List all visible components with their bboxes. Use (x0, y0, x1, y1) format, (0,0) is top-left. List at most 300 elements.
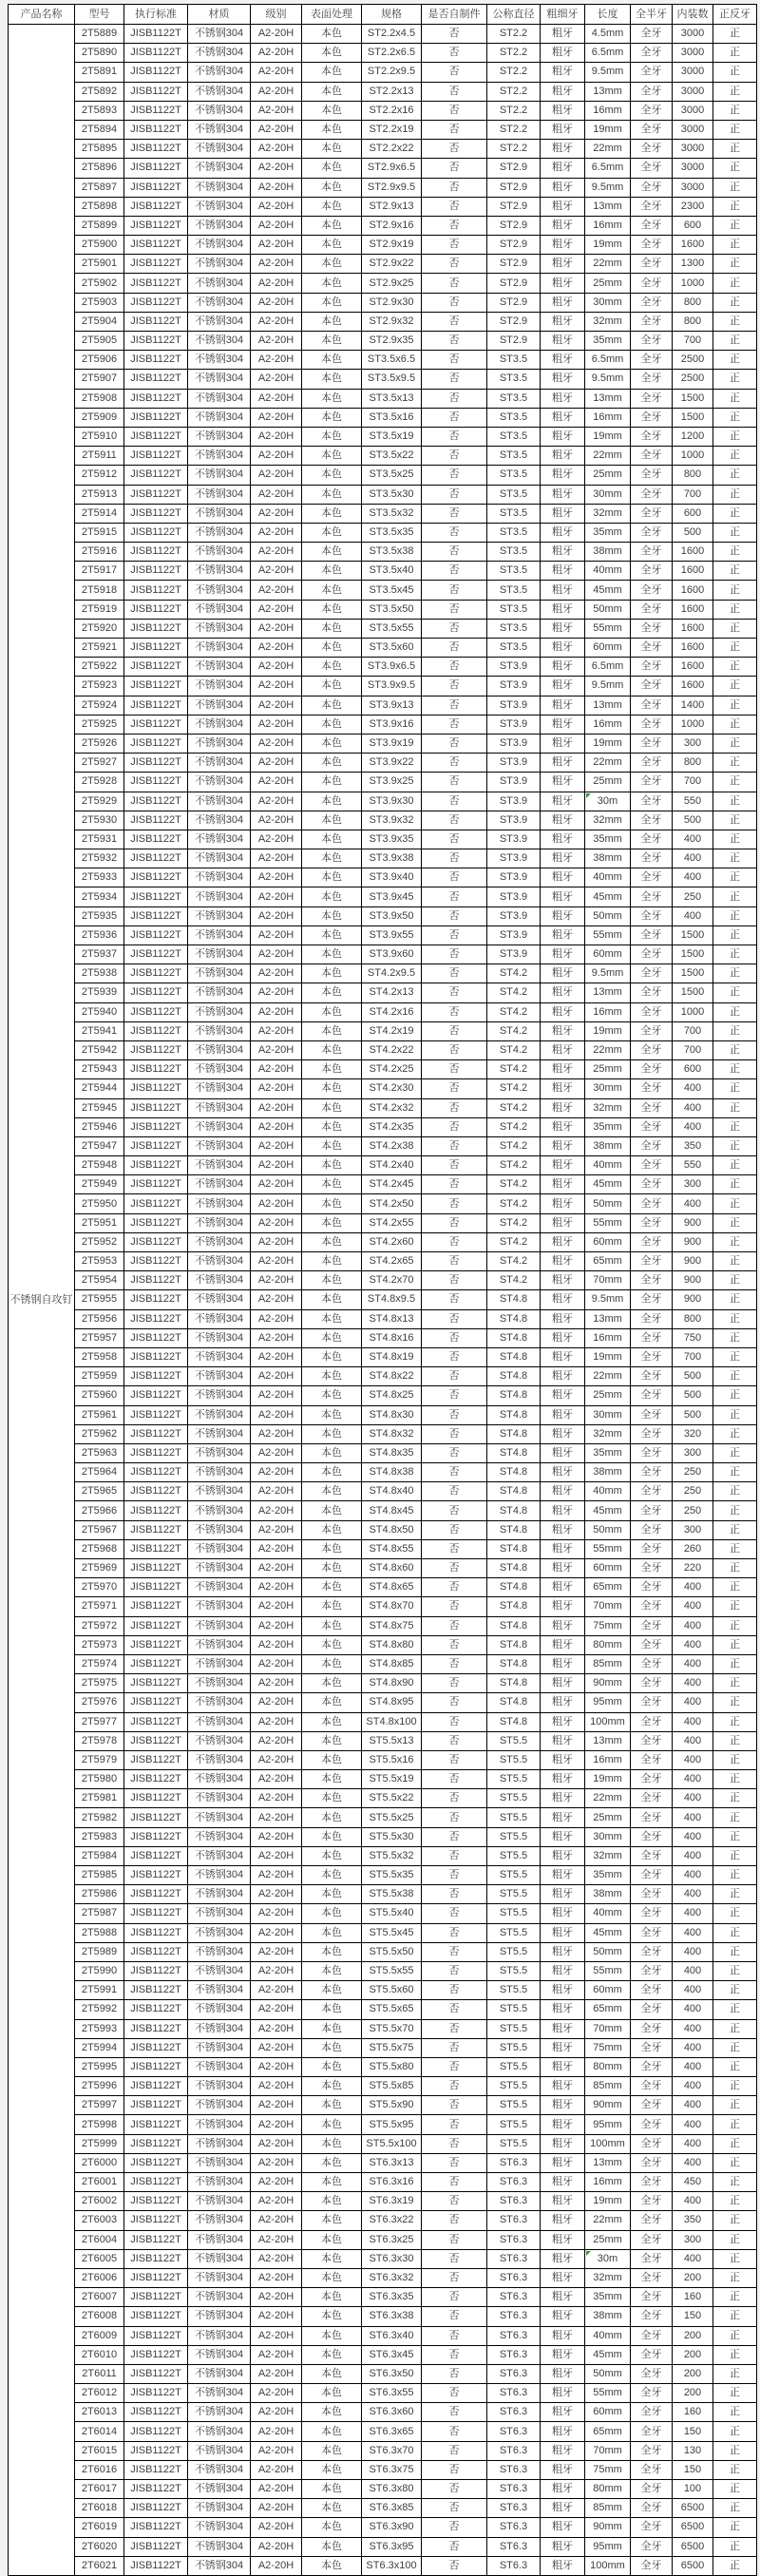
cell-thread-pitch: 粗牙 (541, 1674, 585, 1693)
cell-thread-dir: 正 (713, 427, 757, 446)
cell-model: 2T6007 (75, 2288, 124, 2307)
cell-inner-qty: 900 (673, 1213, 713, 1232)
cell-length: 50mm (585, 1942, 631, 1961)
cell-material: 不锈钢304 (188, 1271, 251, 1290)
cell-thread-pitch: 粗牙 (541, 504, 585, 523)
column-header-standard: 执行标准 (124, 5, 188, 25)
cell-standard: JISB1122T (124, 370, 188, 389)
cell-model: 2T5968 (75, 1539, 124, 1558)
cell-thread-dir: 正 (713, 1942, 757, 1961)
cell-thread-pitch: 粗牙 (541, 600, 585, 619)
cell-self-made: 否 (422, 427, 487, 446)
cell-standard: JISB1122T (124, 1885, 188, 1904)
cell-length: 100mm (585, 2556, 631, 2575)
cell-thread-dir: 正 (713, 1367, 757, 1386)
cell-standard: JISB1122T (124, 945, 188, 964)
cell-spec: ST6.3x25 (362, 2230, 422, 2249)
cell-inner-qty: 1000 (673, 715, 713, 734)
table-row (9, 1136, 757, 1155)
cell-thread-full: 全牙 (631, 1770, 673, 1789)
cell-spec: ST6.3x55 (362, 2384, 422, 2403)
cell-thread-dir: 正 (713, 562, 757, 581)
cell-thread-full: 全牙 (631, 811, 673, 830)
cell-material: 不锈钢304 (188, 427, 251, 446)
cell-self-made: 否 (422, 581, 487, 600)
cell-material: 不锈钢304 (188, 2057, 251, 2076)
cell-grade: A2-20H (251, 811, 302, 830)
cell-self-made: 否 (422, 178, 487, 197)
cell-inner-qty: 400 (673, 1846, 713, 1865)
cell-spec: ST5.5x50 (362, 1942, 422, 1961)
cell-material: 不锈钢304 (188, 178, 251, 197)
cell-diameter: ST5.5 (487, 2038, 541, 2057)
cell-length: 22mm (585, 2211, 631, 2230)
cell-inner-qty: 160 (673, 2288, 713, 2307)
table-row (9, 2518, 757, 2537)
cell-model: 2T5912 (75, 466, 124, 485)
cell-model: 2T5930 (75, 811, 124, 830)
cell-thread-dir: 正 (713, 1424, 757, 1443)
cell-thread-full: 全牙 (631, 427, 673, 446)
cell-spec: ST4.2x9.5 (362, 964, 422, 983)
cell-standard: JISB1122T (124, 1060, 188, 1079)
cell-self-made: 否 (422, 1367, 487, 1386)
cell-spec: ST3.5x38 (362, 543, 422, 562)
cell-thread-pitch: 粗牙 (541, 849, 585, 868)
cell-material: 不锈钢304 (188, 1079, 251, 1098)
cell-length: 50mm (585, 600, 631, 619)
cell-standard: JISB1122T (124, 2000, 188, 2019)
cell-self-made: 否 (422, 2518, 487, 2537)
cell-length: 40mm (585, 1156, 631, 1175)
cell-spec: ST4.2x40 (362, 1156, 422, 1175)
cell-material: 不锈钢304 (188, 1846, 251, 1865)
cell-diameter: ST6.3 (487, 2499, 541, 2518)
cell-self-made: 否 (422, 1501, 487, 1520)
cell-diameter: ST3.5 (487, 600, 541, 619)
cell-thread-dir: 正 (713, 830, 757, 849)
cell-spec: ST5.5x65 (362, 2000, 422, 2019)
cell-self-made: 否 (422, 2057, 487, 2076)
cell-surface: 本色 (302, 1424, 362, 1443)
table-row (9, 2460, 757, 2479)
cell-thread-pitch: 粗牙 (541, 2537, 585, 2556)
cell-self-made: 否 (422, 1386, 487, 1405)
cell-diameter: ST2.9 (487, 216, 541, 235)
cell-thread-dir: 正 (713, 1021, 757, 1040)
cell-grade: A2-20H (251, 1635, 302, 1654)
table-row (9, 2307, 757, 2326)
table-row (9, 1674, 757, 1693)
table-row (9, 1443, 757, 1462)
cell-surface: 本色 (302, 1885, 362, 1904)
cell-diameter: ST3.5 (487, 523, 541, 542)
cell-inner-qty: 300 (673, 1443, 713, 1462)
cell-material: 不锈钢304 (188, 197, 251, 216)
cell-thread-dir: 正 (713, 1463, 757, 1482)
cell-model: 2T5978 (75, 1731, 124, 1750)
table-row (9, 600, 757, 619)
cell-material: 不锈钢304 (188, 1539, 251, 1558)
table-row (9, 2211, 757, 2230)
cell-surface: 本色 (302, 447, 362, 466)
cell-self-made: 否 (422, 1674, 487, 1693)
cell-grade: A2-20H (251, 408, 302, 427)
table-row (9, 2403, 757, 2422)
cell-spec: ST2.9x16 (362, 216, 422, 235)
cell-surface: 本色 (302, 2268, 362, 2287)
cell-model: 2T5993 (75, 2019, 124, 2038)
cell-inner-qty: 400 (673, 849, 713, 868)
cell-diameter: ST2.2 (487, 25, 541, 44)
cell-model: 2T5976 (75, 1693, 124, 1712)
cell-material: 不锈钢304 (188, 216, 251, 235)
cell-thread-pitch: 粗牙 (541, 773, 585, 792)
cell-self-made: 否 (422, 1578, 487, 1597)
cell-thread-dir: 正 (713, 101, 757, 120)
cell-length: 9.5mm (585, 677, 631, 696)
cell-spec: ST3.5x50 (362, 600, 422, 619)
cell-self-made: 否 (422, 1635, 487, 1654)
cell-thread-full: 全牙 (631, 293, 673, 312)
cell-grade: A2-20H (251, 2038, 302, 2057)
cell-self-made: 否 (422, 1405, 487, 1424)
cell-spec: ST2.2x6.5 (362, 44, 422, 63)
table-row (9, 925, 757, 945)
cell-diameter: ST5.5 (487, 2096, 541, 2115)
cell-standard: JISB1122T (124, 1904, 188, 1923)
cell-surface: 本色 (302, 868, 362, 887)
cell-thread-dir: 正 (713, 1002, 757, 1021)
cell-inner-qty: 400 (673, 2019, 713, 2038)
cell-length: 16mm (585, 408, 631, 427)
cell-spec: ST6.3x22 (362, 2211, 422, 2230)
cell-thread-dir: 正 (713, 1309, 757, 1328)
cell-spec: ST4.2x25 (362, 1060, 422, 1079)
table-row (9, 504, 757, 523)
cell-standard: JISB1122T (124, 523, 188, 542)
cell-spec: ST2.9x9.5 (362, 178, 422, 197)
cell-grade: A2-20H (251, 1846, 302, 1865)
cell-inner-qty: 3000 (673, 82, 713, 101)
cell-spec: ST4.8x85 (362, 1654, 422, 1673)
cell-model: 2T5929 (75, 792, 124, 811)
cell-diameter: ST4.2 (487, 1098, 541, 1117)
cell-inner-qty: 800 (673, 1309, 713, 1328)
cell-thread-dir: 正 (713, 1501, 757, 1520)
cell-spec: ST4.2x45 (362, 1175, 422, 1194)
cell-standard: JISB1122T (124, 658, 188, 677)
cell-self-made: 否 (422, 1424, 487, 1443)
table-row (9, 1347, 757, 1366)
cell-self-made: 否 (422, 1750, 487, 1769)
cell-thread-dir: 正 (713, 2153, 757, 2172)
cell-diameter: ST3.5 (487, 504, 541, 523)
cell-thread-pitch: 粗牙 (541, 2019, 585, 2038)
cell-spec: ST5.5x75 (362, 2038, 422, 2057)
cell-model: 2T5999 (75, 2134, 124, 2153)
cell-thread-full: 全牙 (631, 696, 673, 715)
cell-thread-full: 全牙 (631, 1559, 673, 1578)
cell-length: 16mm (585, 216, 631, 235)
cell-length: 40mm (585, 1904, 631, 1923)
cell-material: 不锈钢304 (188, 255, 251, 274)
cell-standard: JISB1122T (124, 1117, 188, 1136)
cell-material: 不锈钢304 (188, 2115, 251, 2134)
cell-diameter: ST3.5 (487, 351, 541, 370)
cell-self-made: 否 (422, 677, 487, 696)
table-row (9, 370, 757, 389)
cell-material: 不锈钢304 (188, 2230, 251, 2249)
cell-grade: A2-20H (251, 2153, 302, 2172)
cell-diameter: ST3.9 (487, 677, 541, 696)
cell-thread-full: 全牙 (631, 1866, 673, 1885)
cell-standard: JISB1122T (124, 2057, 188, 2076)
cell-model: 2T5937 (75, 945, 124, 964)
cell-surface: 本色 (302, 370, 362, 389)
cell-thread-pitch: 粗牙 (541, 1616, 585, 1635)
cell-grade: A2-20H (251, 2115, 302, 2134)
cell-model: 2T5891 (75, 63, 124, 82)
table-row (9, 1021, 757, 1040)
cell-spec: ST6.3x95 (362, 2537, 422, 2556)
cell-model: 2T6012 (75, 2384, 124, 2403)
cell-thread-dir: 正 (713, 178, 757, 197)
cell-thread-dir: 正 (713, 964, 757, 983)
cell-self-made: 否 (422, 2460, 487, 2479)
cell-thread-pitch: 粗牙 (541, 543, 585, 562)
cell-thread-full: 全牙 (631, 159, 673, 178)
cell-self-made: 否 (422, 1079, 487, 1098)
cell-material: 不锈钢304 (188, 849, 251, 868)
column-header-spec: 规格 (362, 5, 422, 25)
cell-thread-pitch: 粗牙 (541, 293, 585, 312)
cell-diameter: ST6.3 (487, 2307, 541, 2326)
cell-self-made: 否 (422, 1885, 487, 1904)
cell-standard: JISB1122T (124, 1559, 188, 1578)
cell-material: 不锈钢304 (188, 1693, 251, 1712)
cell-thread-full: 全牙 (631, 1616, 673, 1635)
cell-model: 2T5977 (75, 1712, 124, 1731)
cell-spec: ST6.3x13 (362, 2153, 422, 2172)
cell-diameter: ST6.3 (487, 2326, 541, 2345)
cell-self-made: 否 (422, 2422, 487, 2441)
cell-diameter: ST6.3 (487, 2345, 541, 2364)
cell-material: 不锈钢304 (188, 1923, 251, 1942)
cell-spec: ST4.8x32 (362, 1424, 422, 1443)
cell-spec: ST3.9x35 (362, 830, 422, 849)
cell-standard: JISB1122T (124, 1616, 188, 1635)
cell-diameter: ST2.2 (487, 63, 541, 82)
cell-standard: JISB1122T (124, 1923, 188, 1942)
cell-standard: JISB1122T (124, 543, 188, 562)
cell-model: 2T5955 (75, 1290, 124, 1309)
cell-thread-full: 全牙 (631, 1021, 673, 1040)
cell-diameter: ST4.8 (487, 1482, 541, 1501)
cell-thread-full: 全牙 (631, 236, 673, 255)
cell-length: 9.5mm (585, 1290, 631, 1309)
cell-thread-dir: 正 (713, 1674, 757, 1693)
cell-thread-full: 全牙 (631, 2230, 673, 2249)
cell-spec: ST6.3x32 (362, 2268, 422, 2287)
cell-material: 不锈钢304 (188, 2000, 251, 2019)
cell-thread-dir: 正 (713, 1635, 757, 1654)
cell-model: 2T6004 (75, 2230, 124, 2249)
cell-spec: ST4.8x90 (362, 1674, 422, 1693)
cell-grade: A2-20H (251, 1578, 302, 1597)
cell-self-made: 否 (422, 2480, 487, 2499)
cell-thread-pitch: 粗牙 (541, 2057, 585, 2076)
cell-thread-dir: 正 (713, 159, 757, 178)
cell-material: 不锈钢304 (188, 2499, 251, 2518)
cell-grade: A2-20H (251, 2173, 302, 2192)
cell-surface: 本色 (302, 964, 362, 983)
table-row (9, 1885, 757, 1904)
cell-grade: A2-20H (251, 1175, 302, 1194)
cell-spec: ST3.9x30 (362, 792, 422, 811)
cell-thread-dir: 正 (713, 1866, 757, 1885)
cell-thread-full: 全牙 (631, 830, 673, 849)
cell-inner-qty: 200 (673, 2364, 713, 2383)
cell-thread-dir: 正 (713, 696, 757, 715)
table-row (9, 2230, 757, 2249)
cell-spec: ST2.2x4.5 (362, 25, 422, 44)
cell-surface: 本色 (302, 639, 362, 658)
cell-inner-qty: 3000 (673, 25, 713, 44)
cell-grade: A2-20H (251, 1654, 302, 1673)
cell-thread-full: 全牙 (631, 1827, 673, 1846)
cell-thread-pitch: 粗牙 (541, 1252, 585, 1271)
cell-thread-full: 全牙 (631, 274, 673, 293)
column-header-material: 材质 (188, 5, 251, 25)
cell-thread-full: 全牙 (631, 1942, 673, 1961)
cell-spec: ST4.8x25 (362, 1386, 422, 1405)
cell-diameter: ST6.3 (487, 2211, 541, 2230)
cell-material: 不锈钢304 (188, 1040, 251, 1059)
cell-spec: ST3.9x13 (362, 696, 422, 715)
cell-thread-full: 全牙 (631, 964, 673, 983)
cell-model: 2T5939 (75, 983, 124, 1002)
cell-model: 2T5909 (75, 408, 124, 427)
cell-thread-full: 全牙 (631, 447, 673, 466)
cell-length: 6.5mm (585, 658, 631, 677)
cell-thread-full: 全牙 (631, 216, 673, 235)
cell-thread-dir: 正 (713, 1040, 757, 1059)
cell-length: 25mm (585, 466, 631, 485)
table-row (9, 1731, 757, 1750)
cell-diameter: ST4.8 (487, 1597, 541, 1616)
cell-thread-pitch: 粗牙 (541, 1271, 585, 1290)
cell-spec: ST4.2x30 (362, 1079, 422, 1098)
cell-standard: JISB1122T (124, 1386, 188, 1405)
cell-thread-dir: 正 (713, 2422, 757, 2441)
cell-model: 2T5959 (75, 1367, 124, 1386)
cell-length: 30mm (585, 485, 631, 504)
cell-self-made: 否 (422, 2307, 487, 2326)
table-row (9, 1482, 757, 1501)
cell-grade: A2-20H (251, 101, 302, 120)
cell-inner-qty: 400 (673, 1981, 713, 2000)
cell-inner-qty: 1400 (673, 696, 713, 715)
cell-thread-dir: 正 (713, 2134, 757, 2153)
table-row (9, 312, 757, 331)
cell-thread-full: 全牙 (631, 619, 673, 638)
cell-grade: A2-20H (251, 600, 302, 619)
table-row (9, 101, 757, 120)
cell-model: 2T5899 (75, 216, 124, 235)
cell-spec: ST2.2x13 (362, 82, 422, 101)
cell-thread-dir: 正 (713, 1156, 757, 1175)
cell-length: 70mm (585, 2441, 631, 2460)
cell-spec: ST2.9x19 (362, 236, 422, 255)
cell-spec: ST2.9x6.5 (362, 159, 422, 178)
cell-thread-dir: 正 (713, 1885, 757, 1904)
cell-diameter: ST3.9 (487, 715, 541, 734)
cell-inner-qty: 150 (673, 2460, 713, 2479)
cell-self-made: 否 (422, 2249, 487, 2268)
table-row (9, 1290, 757, 1309)
table-row (9, 2134, 757, 2153)
cell-length: 50mm (585, 906, 631, 925)
cell-grade: A2-20H (251, 562, 302, 581)
cell-standard: JISB1122T (124, 1175, 188, 1194)
table-row (9, 2345, 757, 2364)
cell-material: 不锈钢304 (188, 2268, 251, 2287)
cell-inner-qty: 400 (673, 1923, 713, 1942)
cell-diameter: ST4.8 (487, 1328, 541, 1347)
cell-thread-pitch: 粗牙 (541, 447, 585, 466)
cell-material: 不锈钢304 (188, 1309, 251, 1328)
cell-model: 2T5932 (75, 849, 124, 868)
cell-self-made: 否 (422, 1252, 487, 1271)
table-row (9, 696, 757, 715)
cell-spec: ST4.8x80 (362, 1635, 422, 1654)
cell-surface: 本色 (302, 312, 362, 331)
cell-self-made: 否 (422, 1213, 487, 1232)
cell-standard: JISB1122T (124, 2556, 188, 2575)
cell-model: 2T5926 (75, 734, 124, 753)
cell-self-made: 否 (422, 197, 487, 216)
cell-length: 16mm (585, 715, 631, 734)
cell-diameter: ST4.8 (487, 1424, 541, 1443)
cell-thread-pitch: 粗牙 (541, 830, 585, 849)
cell-grade: A2-20H (251, 1597, 302, 1616)
cell-inner-qty: 400 (673, 1635, 713, 1654)
cell-length: 30mm (585, 1079, 631, 1098)
cell-surface: 本色 (302, 1271, 362, 1290)
cell-surface: 本色 (302, 427, 362, 446)
cell-length: 38mm (585, 1136, 631, 1155)
cell-inner-qty: 260 (673, 1539, 713, 1558)
cell-thread-full: 全牙 (631, 2537, 673, 2556)
cell-model: 2T5986 (75, 1885, 124, 1904)
cell-thread-pitch: 粗牙 (541, 2288, 585, 2307)
cell-grade: A2-20H (251, 1616, 302, 1635)
cell-standard: JISB1122T (124, 600, 188, 619)
cell-thread-pitch: 粗牙 (541, 1367, 585, 1386)
cell-grade: A2-20H (251, 178, 302, 197)
cell-standard: JISB1122T (124, 1252, 188, 1271)
cell-spec: ST5.5x90 (362, 2096, 422, 2115)
cell-thread-full: 全牙 (631, 255, 673, 274)
cell-standard: JISB1122T (124, 1347, 188, 1366)
cell-surface: 本色 (302, 2038, 362, 2057)
cell-surface: 本色 (302, 2480, 362, 2499)
cell-material: 不锈钢304 (188, 2345, 251, 2364)
cell-spec: ST5.5x38 (362, 1885, 422, 1904)
cell-model: 2T5940 (75, 1002, 124, 1021)
cell-thread-pitch: 粗牙 (541, 2403, 585, 2422)
